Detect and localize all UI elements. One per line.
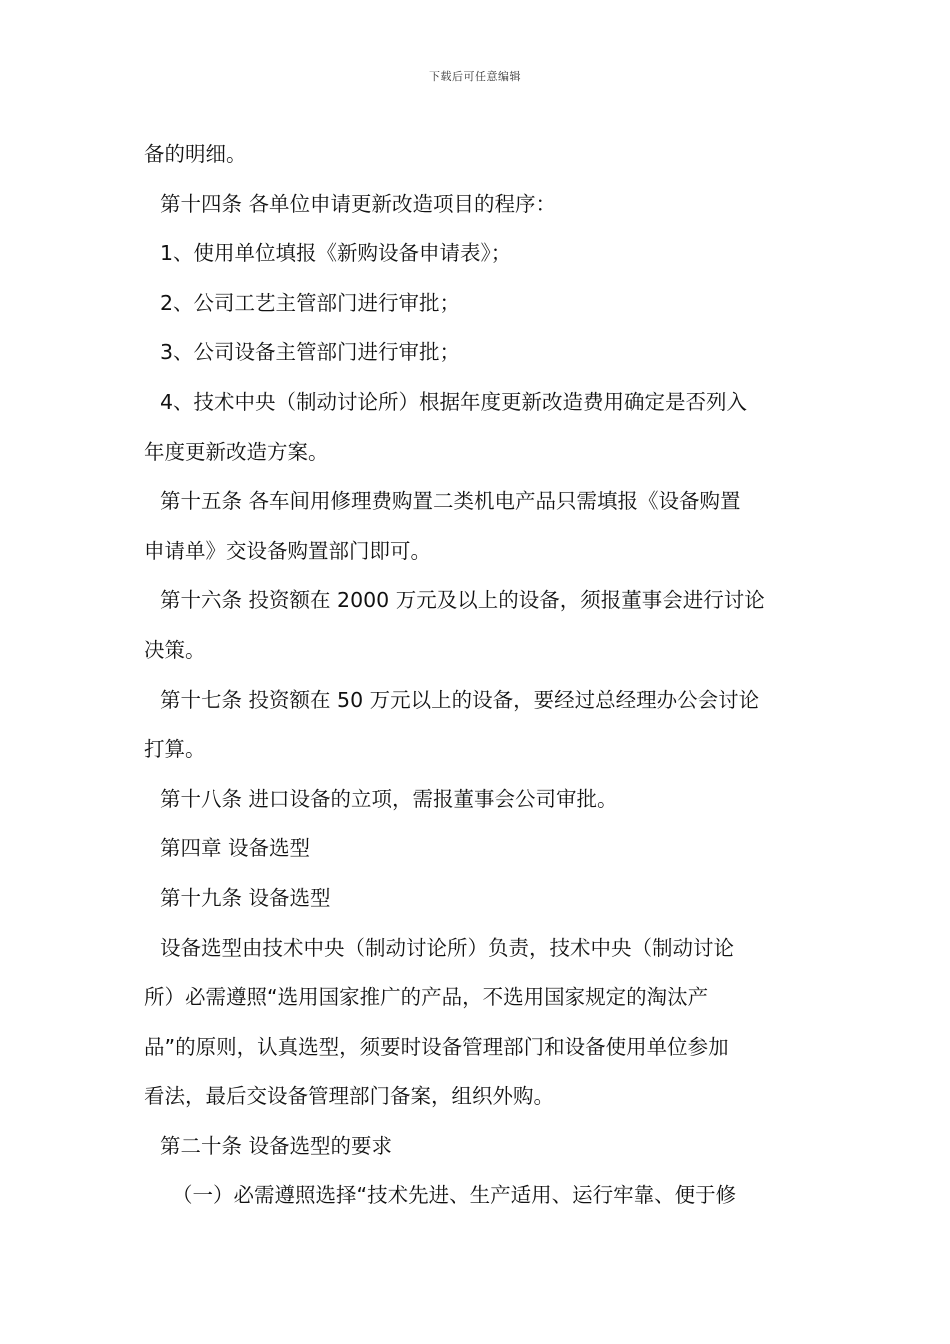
article-15-heading: 第十五条 各车间用修理费购置二类机电产品只需填报《设备购置 bbox=[160, 489, 741, 514]
paragraph-line: 打算。 bbox=[144, 737, 206, 762]
list-item: 3、公司设备主管部门进行审批； bbox=[160, 340, 461, 365]
article-17-heading: 第十七条 投资额在 50 万元以上的设备，要经过总经理办公会讨论 bbox=[160, 687, 760, 712]
paragraph-line: 申请单》交设备购置部门即可。 bbox=[144, 538, 431, 563]
article-16-heading: 第十六条 投资额在 2000 万元及以上的设备，须报董事会进行讨论 bbox=[160, 588, 765, 613]
paragraph-line: 设备选型由技术中央（制动讨论所）负责，技术中央（制动讨论 bbox=[160, 935, 734, 960]
paragraph-line: 决策。 bbox=[144, 637, 206, 662]
list-item: （一）必需遵照选择“技术先进、生产适用、运行牢靠、便于修 bbox=[172, 1183, 737, 1208]
paragraph-line: 看法，最后交设备管理部门备案，组织外购。 bbox=[144, 1084, 554, 1109]
article-14-heading: 第十四条 各单位申请更新改造项目的程序： bbox=[160, 191, 557, 216]
list-item: 1、使用单位填报《新购设备申请表》； bbox=[160, 241, 512, 266]
header-note: 下载后可任意编辑 bbox=[429, 70, 521, 83]
document-body bbox=[144, 130, 814, 1221]
list-item: 2、公司工艺主管部门进行审批； bbox=[160, 290, 461, 315]
paragraph-line: 品”的原则，认真选型，须要时设备管理部门和设备使用单位参加 bbox=[144, 1034, 729, 1059]
article-19-heading: 第十九条 设备选型 bbox=[160, 885, 331, 910]
paragraph-line: 备的明细。 bbox=[144, 142, 247, 166]
list-item: 4、技术中央（制动讨论所）根据年度更新改造费用确定是否列入 bbox=[160, 389, 748, 414]
article-18-heading: 第十八条 进口设备的立项，需报董事会公司审批。 bbox=[160, 786, 618, 811]
article-20-heading: 第二十条 设备选型的要求 bbox=[160, 1133, 393, 1158]
paragraph-line: 所）必需遵照“选用国家推广的产品，不选用国家规定的淘汰产 bbox=[144, 985, 709, 1010]
paragraph-line: 年度更新改造方案。 bbox=[144, 439, 329, 464]
chapter-4-heading: 第四章 设备选型 bbox=[160, 836, 311, 861]
